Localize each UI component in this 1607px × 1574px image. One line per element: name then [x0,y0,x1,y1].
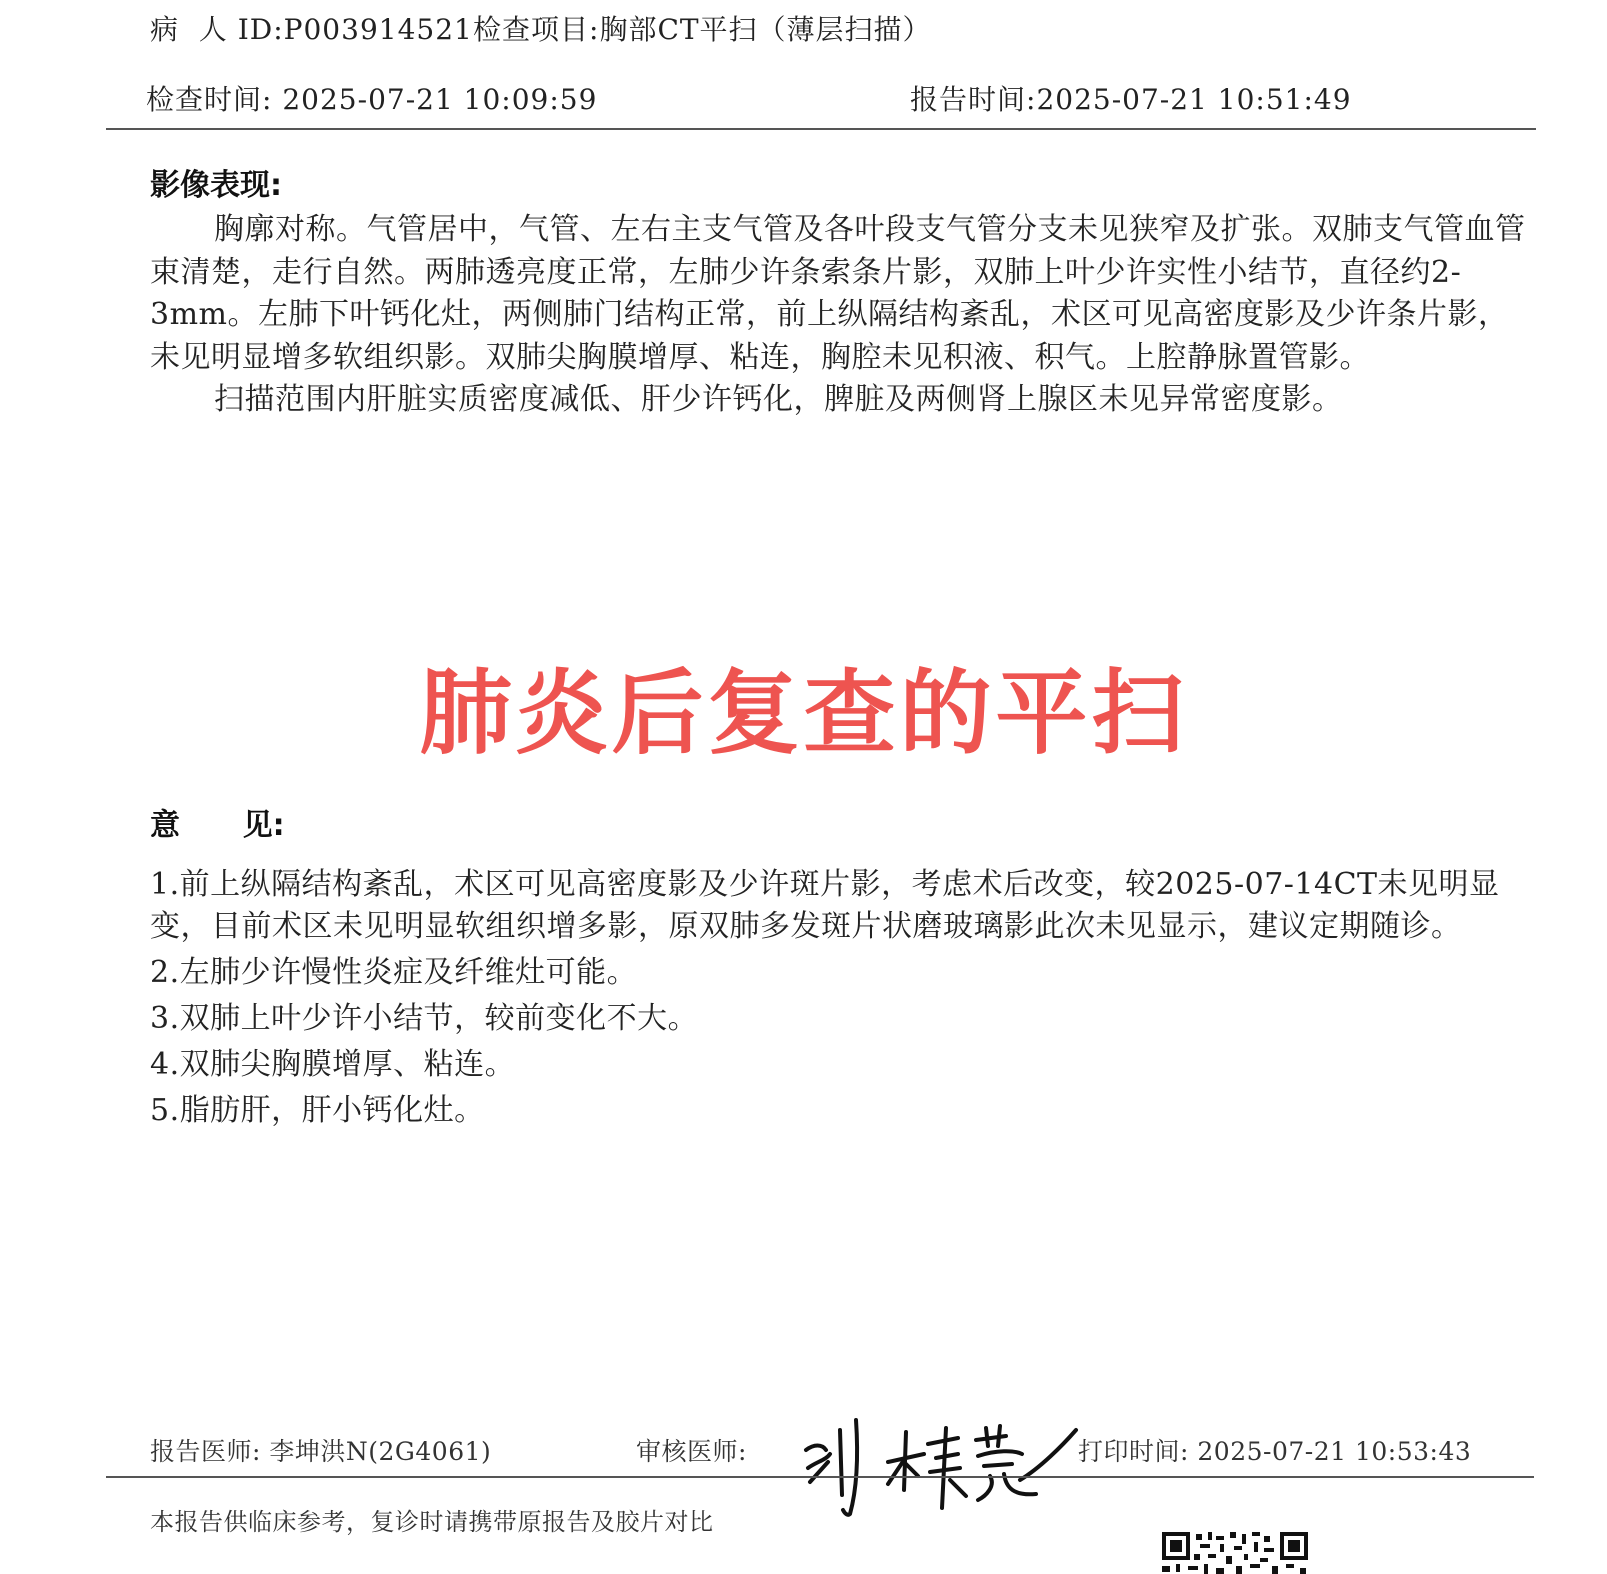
opinion-list [150,864,1530,1136]
report-time-row [910,78,1352,118]
findings-paragraph: 胸廓对称。气管居中，气管、左右主支气管及各叶段支气管分支未见狭窄及扩张。双肺支气管血管束清楚，走行自然。两肺透亮度正常，左肺少许条索条片影，双肺上叶少许实性小结节，直径约2-3mm。左肺下叶钙化灶，两侧肺门结构正常，前上纵隔结构紊乱，术区可见高密度影及少许条片影，未见明显增多软组织影。双肺尖胸膜增厚、粘连，胸腔未见积液、积气。上腔静脉置管影。 [150,212,1526,375]
exam-time-value: 2025-07-21 10:09:59 [282,83,598,116]
exam-time-row [146,78,597,118]
opinion-item: 5.脂肪肝，肝小钙化灶。 [150,1093,485,1128]
qr-code [1160,1532,1310,1574]
report-time-label: 报告时间: [910,83,1037,116]
print-time-label: 打印时间: [1078,1437,1189,1466]
reporting-doctor-label: 报告医师: [150,1437,261,1466]
opinion-item: 1.前上纵隔结构紊乱，术区可见高密度影及少许斑片影，考虑术后改变，较2025-07-14CT未见明显变，目前术区未见明显软组织增多影，原双肺多发斑片状磨玻璃影此次未见显示，建议定期随诊。 [150,867,1500,944]
reviewer-signature [800,1410,1080,1520]
opinion-title: 意 见: [150,808,285,843]
overlay-annotation: 肺炎后复查的平扫 [419,660,1188,767]
patient-id-row [150,8,473,48]
reporting-doctor-row [150,1432,491,1468]
findings-body [150,209,1530,422]
opinion-item: 3.双肺上叶少许小结节，较前变化不大。 [150,1001,699,1036]
header-divider [106,128,1536,130]
print-time-value: 2025-07-21 10:53:43 [1197,1437,1472,1466]
report-time-value: 2025-07-21 10:51:49 [1036,83,1352,116]
exam-item-row [473,8,932,48]
print-time-row [1078,1432,1471,1468]
opinion-item: 4.双肺尖胸膜增厚、粘连。 [150,1047,516,1082]
reporting-doctor-name: 李坤洪N(2G4061) [269,1437,492,1466]
exam-item-value: 胸部CT平扫（薄层扫描） [599,13,932,46]
footer-divider [106,1476,1534,1478]
exam-time-label: 检查时间: [146,83,273,116]
reviewing-doctor-label: 审核医师: [636,1437,747,1466]
opinion-item: 2.左肺少许慢性炎症及纤维灶可能。 [150,955,638,990]
findings-paragraph: 扫描范围内肝脏实质密度减低、肝少许钙化，脾脏及两侧肾上腺区未见异常密度影。 [214,382,1343,417]
exam-item-label: 检查项目: [473,13,600,46]
findings-title: 影像表现: [150,168,282,203]
disclaimer: 本报告供临床参考，复诊时请携带原报告及胶片对比 [150,1508,714,1536]
patient-id-value: P003914521 [283,13,473,46]
patient-id-label: 病 人 ID: [150,13,284,46]
